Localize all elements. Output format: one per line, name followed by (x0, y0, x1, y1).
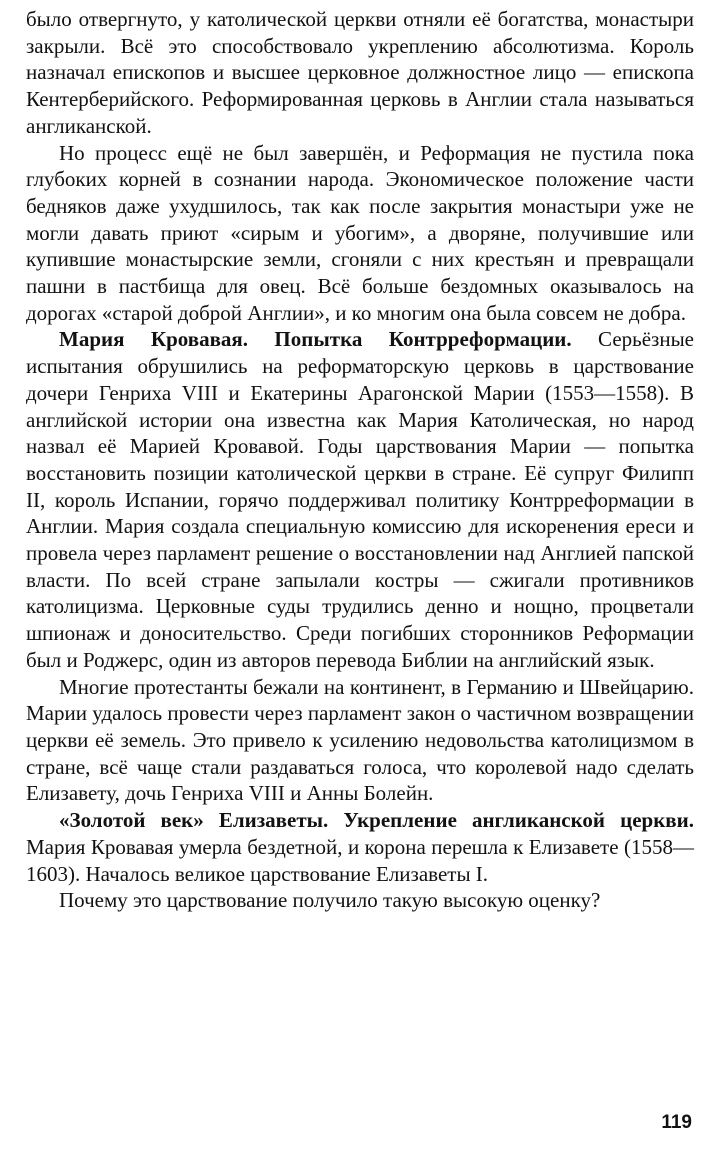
paragraph-text: Почему это царствование получило такую высокую оценку? (59, 888, 601, 913)
paragraph-text: Многие протестанты бежали на континент, в Германию и Швейцарию. Марии удалось провести через парламент закон о частичном возвращении церкви её земель. Это привело к усилению недовольства католицизмом в стране, всё чаще стали раздаваться голоса, что королевой надо сделать Елизавету, дочь Генриха VIII и Анны Болейн. (26, 674, 694, 806)
paragraph-text: Мария Кровавая умерла бездетной, и корона перешла к Елизавете (1558—1603). Началось великое царствование Елизаветы I. (26, 834, 694, 886)
paragraph-text: было отвергнуто, у католической церкви отняли её богатства, монастыри закрыли. Всё это способствовало укреплению абсолютизма. Король назначал епископов и высшее церковное должностное лицо — епископа Кентерберийского. Реформированная церковь в Англии стала называться англиканской. (26, 7, 694, 138)
page-number: 119 (661, 1112, 692, 1133)
section-heading: Мария Кровавая. Попытка Контрреформации. (59, 327, 572, 352)
paragraph (26, 674, 694, 808)
section-heading: «Золотой век» Елизаветы. Укрепление англиканской церкви. (59, 808, 694, 833)
page-text (26, 6, 694, 914)
paragraph-text: Серьёзные испытания обрушились на реформаторскую церковь в царствование дочери Генриха VIII и Екатерины Арагонской Марии (1553—1558). В английской истории она известна как Мария Католическая, но народ назвал её Марией Кровавой. Годы царствования Марии — попытка восстановить позиции католической церкви в стране. Её супруг Филипп II, король Испании, горячо поддерживал политику Контрреформации в Англии. Мария создала специальную комиссию для искоренения ереси и провела через парламент решение о восстановлении над Англией папской власти. По всей стране запылали костры — сжигали противников католицизма. Церковные суды трудились денно и нощно, процветали шпионаж и доносительство. Среди погибших сторонников Реформации был и Роджерс, один из авторов перевода Библии на английский язык. (26, 327, 695, 672)
paragraph (26, 807, 694, 887)
paragraph (26, 326, 694, 673)
question-paragraph (26, 887, 694, 914)
paragraph-continuation (26, 6, 694, 140)
paragraph (26, 140, 694, 327)
paragraph-text: Но процесс ещё не был завершён, и Реформация не пустила пока глубоких корней в сознании народа. Экономическое положение части бедняков даже ухудшилось, так как после закрытия монастыри уже не могли давать приют «сирым и убогим», а дворяне, получившие или купившие монастырские земли, сгоняли с них крестьян и превращали пашни в пастбища для овец. Всё больше бездомных оказывалось на дорогах «старой доброй Англии», и ко многим она была совсем не добра. (26, 140, 694, 325)
